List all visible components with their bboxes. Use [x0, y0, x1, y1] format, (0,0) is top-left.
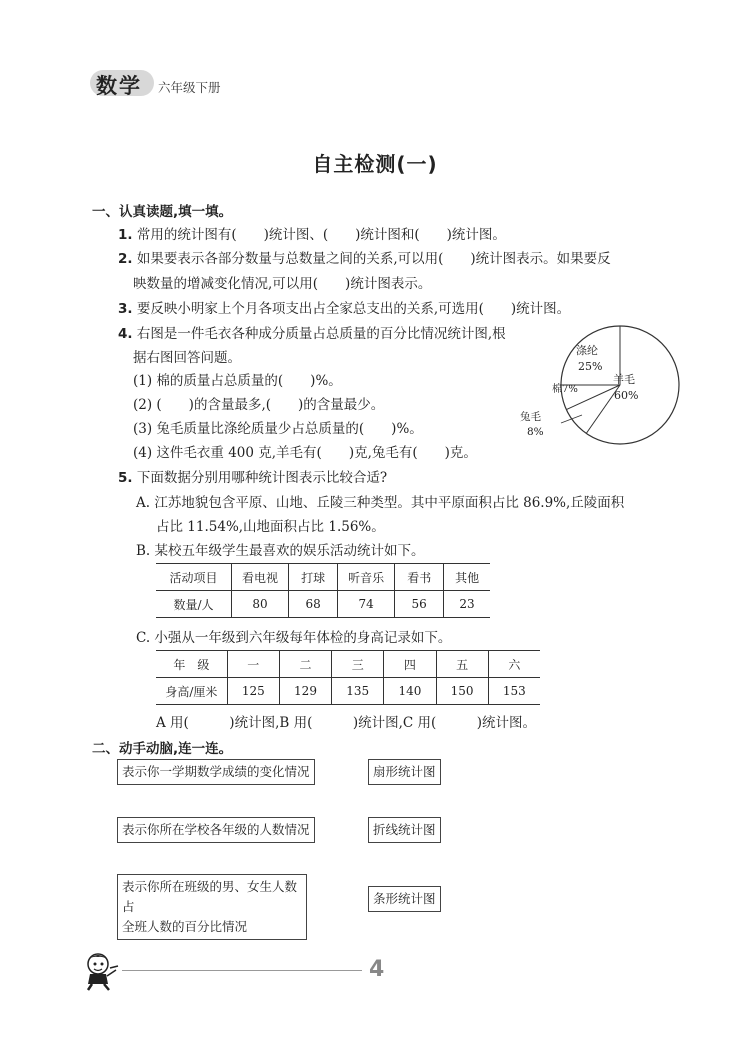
question-4-sub-2: (2) ( )的含量最多,( )的含量最少。 — [133, 397, 385, 413]
table-cell: 六 — [488, 651, 540, 678]
table-cell: 三 — [332, 651, 384, 678]
wool-composition-pie-chart — [515, 320, 705, 450]
matching-left-item-1: 表示你一学期数学成绩的变化情况 — [117, 759, 315, 785]
question-1 — [118, 223, 506, 243]
cartoon-mascot-icon — [78, 950, 124, 992]
question-number: 3. — [118, 301, 133, 317]
header-subject: 数学 — [96, 74, 142, 98]
question-5a-line-2: 占比 11.54%,山地面积占比 1.56%。 — [156, 519, 385, 535]
matching-right-pie-chart: 扇形统计图 — [368, 759, 441, 785]
page-number: 4 — [369, 957, 385, 982]
table-cell: 125 — [227, 678, 279, 705]
question-5 — [118, 466, 387, 486]
question-5b-text: B. 某校五年级学生最喜欢的娱乐活动统计如下。 — [136, 543, 425, 559]
rabbit-leader-line — [561, 415, 582, 423]
question-text: 右图是一件毛衣各种成分质量占总质量的百分比情况统计图,根 — [136, 326, 506, 342]
table-cell: 56 — [395, 591, 444, 618]
page-title: 自主检测(一) — [312, 152, 438, 176]
table-cell: 身高/厘米 — [156, 678, 227, 705]
table-cell: 数量/人 — [156, 591, 231, 618]
matching-left-item-3-line-1: 表示你所在班级的男、女生人数占 — [122, 879, 298, 914]
table-cell: 五 — [436, 651, 488, 678]
table-cell: 129 — [279, 678, 331, 705]
table-cell: 其他 — [444, 564, 490, 591]
table-cell: 23 — [444, 591, 490, 618]
header-grade: 六年级下册 — [158, 80, 221, 95]
wool-label: 羊毛 — [613, 373, 635, 386]
question-2-line-1 — [118, 247, 611, 267]
question-4-line-2: 据右图回答问题。 — [133, 350, 241, 366]
matching-right-bar-chart: 条形统计图 — [368, 886, 441, 912]
polyester-percent: 25% — [578, 360, 603, 373]
matching-left-item-3 — [117, 874, 307, 940]
table-cell: 135 — [332, 678, 384, 705]
section-2-heading: 二、动手动脑,连一连。 — [92, 741, 233, 757]
table-header-row — [156, 651, 540, 678]
table-header-row — [156, 564, 490, 591]
matching-left-item-2: 表示你所在学校各年级的人数情况 — [117, 817, 315, 843]
matching-left-item-3-line-2: 全班人数的百分比情况 — [122, 919, 248, 934]
rabbit-percent: 8% — [527, 426, 544, 438]
table-cell: 150 — [436, 678, 488, 705]
rabbit-label: 兔毛 — [520, 411, 541, 423]
question-5-answer-line: A 用( )统计图,B 用( )统计图,C 用( )统计图。 — [156, 715, 537, 731]
table-cell: 打球 — [289, 564, 338, 591]
table-cell: 一 — [227, 651, 279, 678]
question-text: 要反映小明家上个月各项支出占全家总支出的关系,可选用( )统计图。 — [136, 301, 571, 317]
table-row — [156, 591, 490, 618]
table-cell: 74 — [338, 591, 395, 618]
table-row — [156, 678, 540, 705]
table-cell: 140 — [384, 678, 436, 705]
table-cell: 68 — [289, 591, 338, 618]
table-cell: 年 级 — [156, 651, 227, 678]
matching-right-line-chart: 折线统计图 — [368, 817, 441, 843]
question-text: 常用的统计图有( )统计图、( )统计图和( )统计图。 — [136, 227, 506, 243]
table-cell: 看书 — [395, 564, 444, 591]
footer-divider — [122, 970, 362, 971]
question-number: 5. — [118, 470, 133, 486]
question-text: 如果要表示各部分数量与总数量之间的关系,可以用( )统计图表示。如果要反 — [136, 251, 611, 267]
question-4-sub-3: (3) 兔毛质量比涤纶质量少占总质量的( )%。 — [133, 421, 423, 437]
table-cell: 153 — [488, 678, 540, 705]
question-number: 1. — [118, 227, 133, 243]
question-text: 下面数据分别用哪种统计图表示比较合适? — [136, 470, 388, 486]
question-5a-line-1: A. 江苏地貌包含平原、山地、丘陵三种类型。其中平原面积占比 86.9%,丘陵面积 — [136, 495, 625, 511]
entertainment-activity-table — [156, 563, 490, 618]
question-number: 4. — [118, 326, 133, 342]
question-4-sub-1: (1) 棉的质量占总质量的( )%。 — [133, 373, 342, 389]
table-cell: 80 — [231, 591, 288, 618]
table-cell: 看电视 — [231, 564, 288, 591]
section-1-heading: 一、认真读题,填一填。 — [92, 204, 233, 220]
table-cell: 活动项目 — [156, 564, 231, 591]
table-cell: 二 — [279, 651, 331, 678]
question-2-line-2: 映数量的增减变化情况,可以用( )统计图表示。 — [133, 276, 432, 292]
cotton-label: 棉7% — [552, 384, 578, 395]
question-number: 2. — [118, 251, 133, 267]
table-cell: 四 — [384, 651, 436, 678]
table-cell: 听音乐 — [338, 564, 395, 591]
polyester-label: 涤纶 — [576, 344, 598, 357]
height-record-table — [156, 650, 540, 705]
question-4-line-1 — [118, 322, 506, 342]
question-4-sub-4: (4) 这件毛衣重 400 克,羊毛有( )克,兔毛有( )克。 — [133, 445, 477, 461]
question-5c-text: C. 小强从一年级到六年级每年体检的身高记录如下。 — [136, 630, 452, 646]
wool-percent: 60% — [614, 389, 639, 402]
question-3 — [118, 297, 570, 317]
